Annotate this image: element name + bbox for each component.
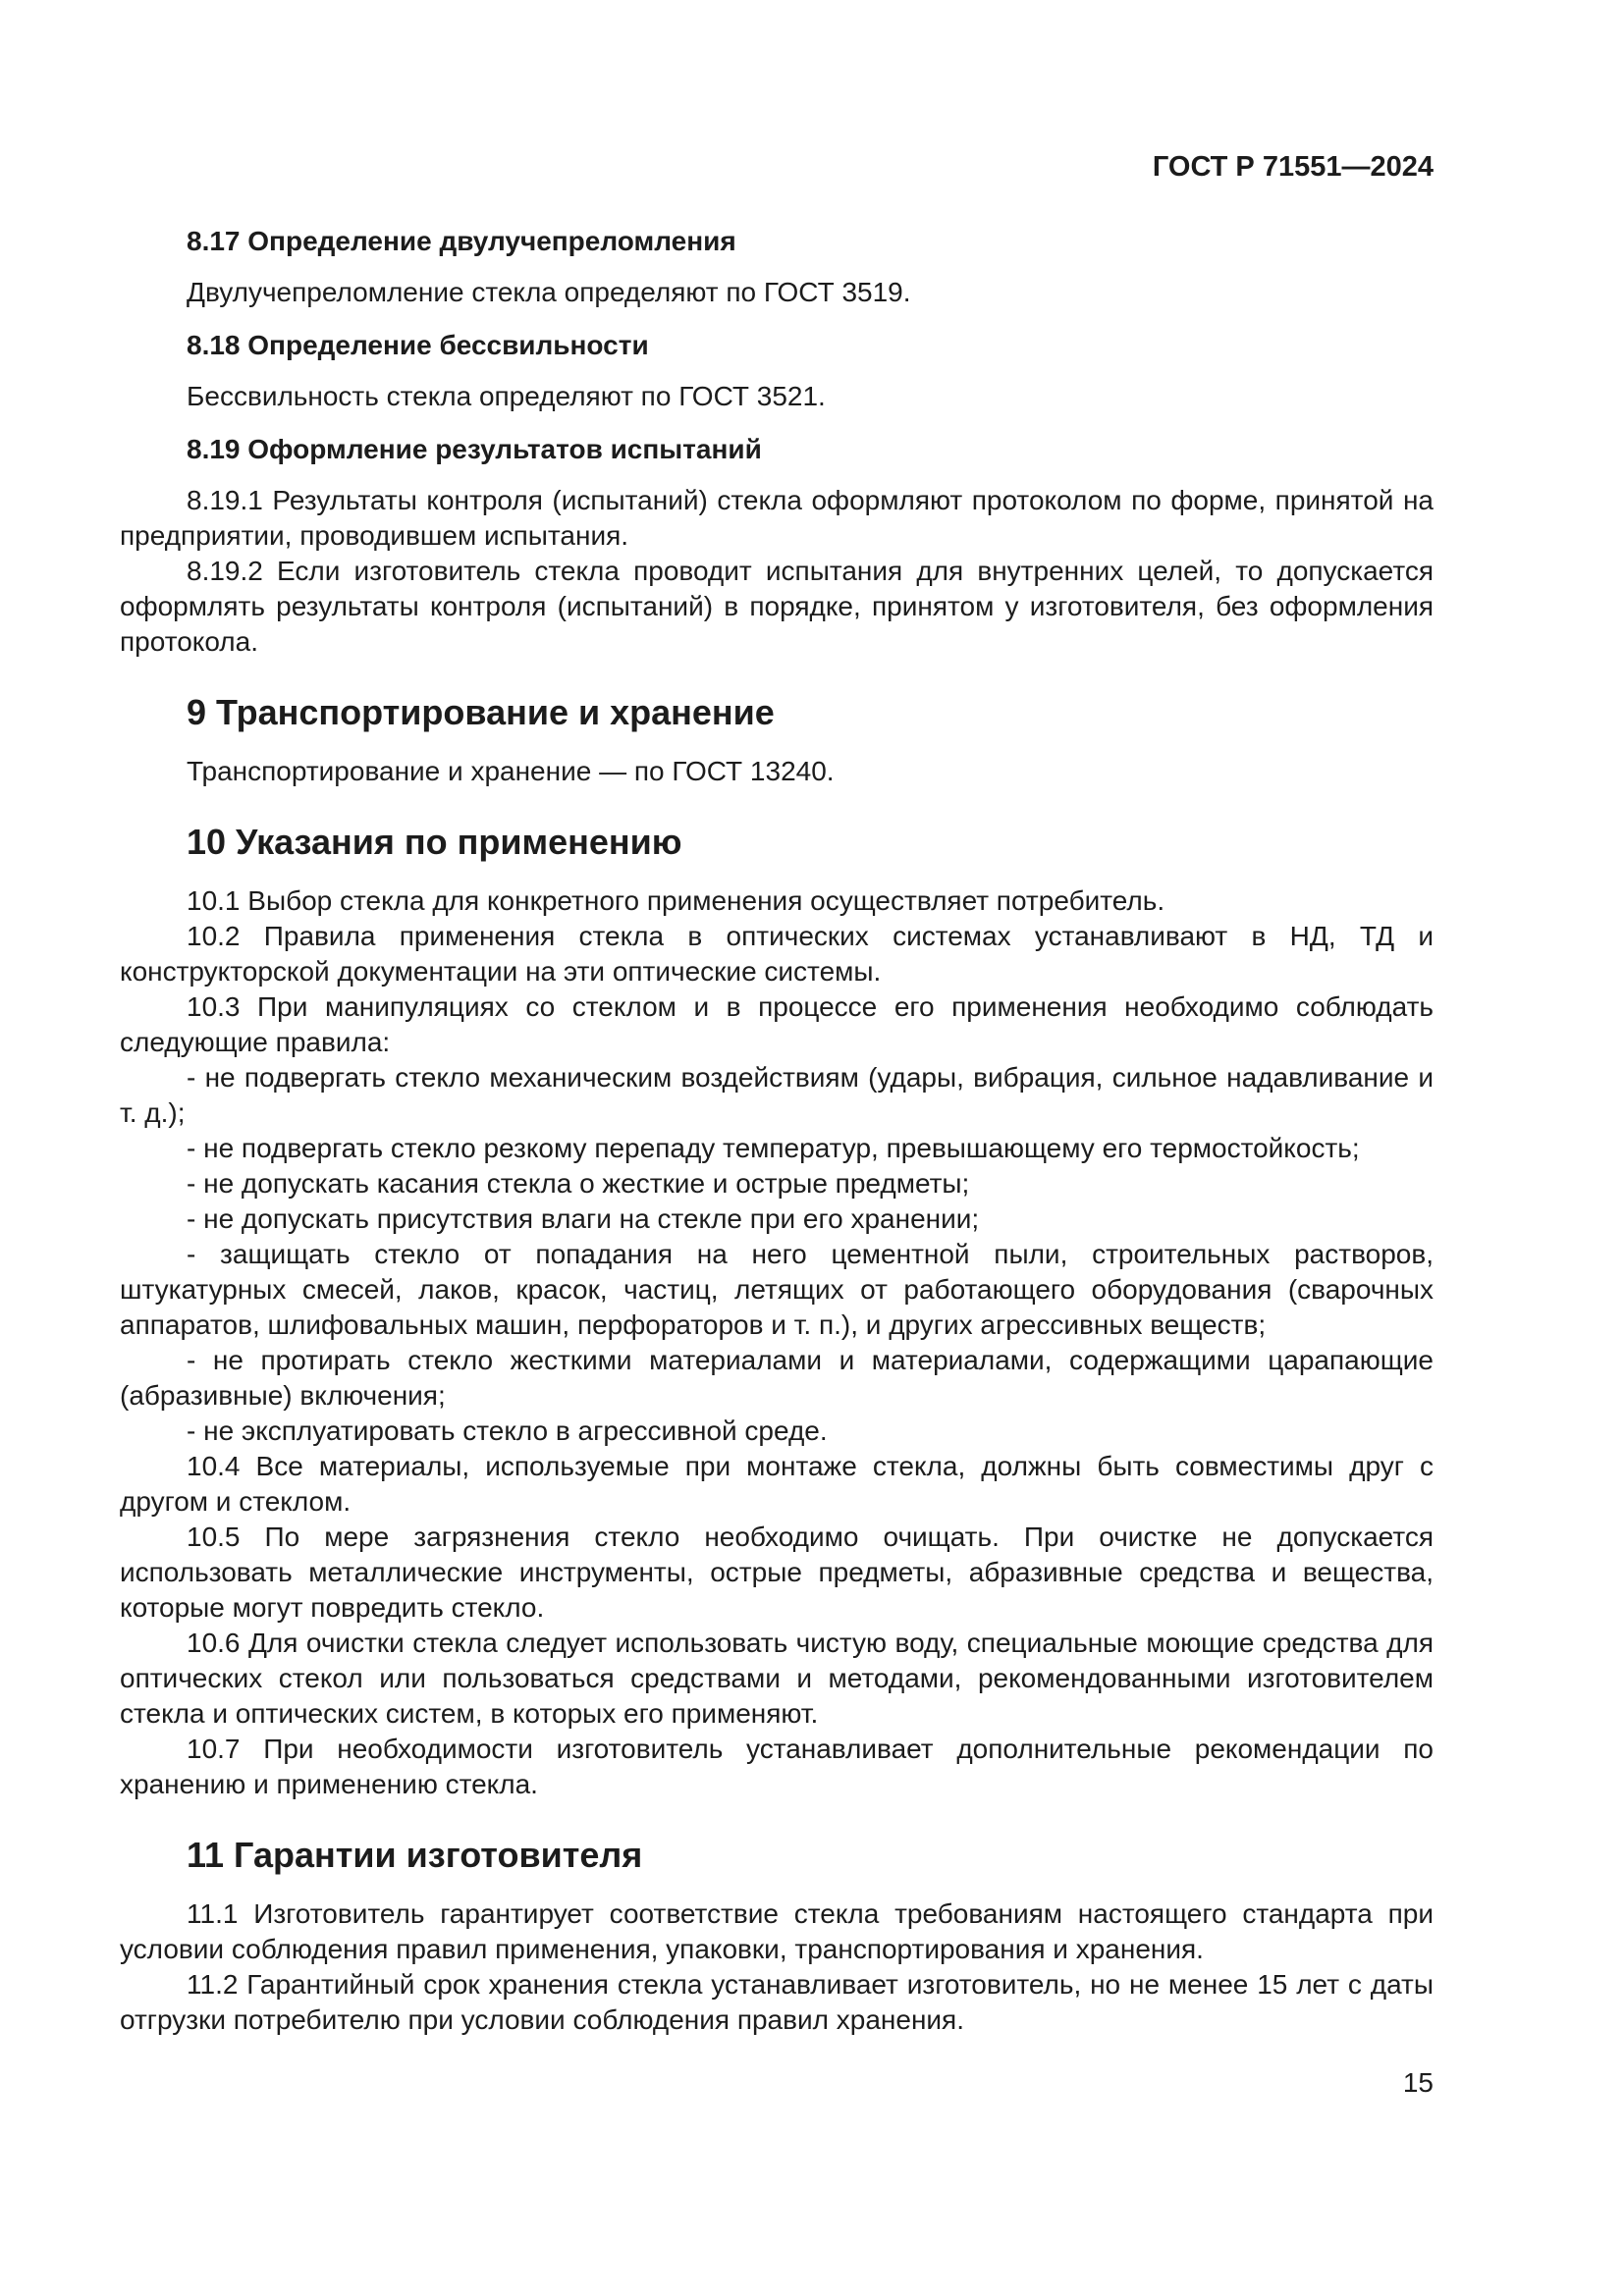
section-heading: 11 Гарантии изготовителя <box>187 1835 643 1875</box>
paragraph: 11.1 Изготовитель гарантирует соответствие стекла требованиям настоящего стандарта при условии соблюдения правил применения, упаковки, транспортирования и хранения. <box>120 1898 1434 1964</box>
list-item: - не подвергать стекло механическим воздействиям (удары, вибрация, сильное надавливание и т. д.); <box>120 1062 1434 1128</box>
paragraph: Транспортирование и хранение — по ГОСТ 13240. <box>187 756 835 786</box>
list-item: - защищать стекло от попадания на него цементной пыли, строительных растворов, штукатурных смесей, лаков, красок, частиц, летящих от работающего оборудования (сварочных аппаратов, шлифовальных машин, перфораторов и т. п.), и других агрессивных веществ; <box>120 1239 1434 1340</box>
list-item: - не протирать стекло жесткими материалами и материалами, содержащими царапающие (абразивные) включения; <box>120 1345 1434 1411</box>
paragraph: 11.2 Гарантийный срок хранения стекла устанавливает изготовитель, но не менее 15 лет с даты отгрузки потребителю при условии соблюдения правил хранения. <box>120 1969 1434 2035</box>
paragraph: Бессвильность стекла определяют по ГОСТ 3521. <box>187 381 826 411</box>
list-item: - не допускать присутствия влаги на стекле при его хранении; <box>187 1203 980 1234</box>
subsection-heading: 8.19 Оформление результатов испытаний <box>187 434 762 464</box>
paragraph: 10.6 Для очистки стекла следует использовать чистую воду, специальные моющие средства для оптических стекол или пользоваться средствами и методами, рекомендованными изготовителем стекла и оптических систем, в которых его применяют. <box>120 1628 1434 1729</box>
list-item: - не допускать касания стекла о жесткие и острые предметы; <box>187 1168 970 1199</box>
paragraph: 10.5 По мере загрязнения стекло необходимо очищать. При очистке не допускается использовать металлические инструменты, острые предметы, абразивные средства и вещества, которые могут повредить стекло. <box>120 1522 1434 1623</box>
subsection-heading: 8.17 Определение двулучепреломления <box>187 226 736 256</box>
section-heading: 9 Транспортирование и хранение <box>187 692 775 732</box>
paragraph: 8.19.1 Результаты контроля (испытаний) стекла оформляют протоколом по форме, принятой на предприятии, проводившем испытания. <box>120 485 1434 551</box>
paragraph: 10.2 Правила применения стекла в оптических системах устанавливают в НД, ТД и конструкторской документации на эти оптические системы. <box>120 921 1434 987</box>
list-item: - не эксплуатировать стекло в агрессивной среде. <box>187 1415 828 1446</box>
paragraph: 10.3 При манипуляциях со стеклом и в процессе его применения необходимо соблюдать следующие правила: <box>120 991 1434 1057</box>
section-heading: 10 Указания по применению <box>187 822 682 862</box>
paragraph: Двулучепреломление стекла определяют по ГОСТ 3519. <box>187 277 911 307</box>
page-number: 15 <box>1402 2067 1434 2098</box>
running-header: ГОСТ Р 71551—2024 <box>1152 151 1434 183</box>
paragraph: 10.1 Выбор стекла для конкретного применения осуществляет потребитель. <box>187 885 1165 916</box>
document-content <box>120 224 1434 2038</box>
list-item: - не подвергать стекло резкому перепаду температур, превышающему его термостойкость; <box>187 1133 1360 1163</box>
subsection-heading: 8.18 Определение бессвильности <box>187 330 649 360</box>
paragraph: 10.7 При необходимости изготовитель устанавливает дополнительные рекомендации по хранению и применению стекла. <box>120 1734 1434 1799</box>
paragraph: 10.4 Все материалы, используемые при монтаже стекла, должны быть совместимы друг с другом и стеклом. <box>120 1451 1434 1517</box>
paragraph: 8.19.2 Если изготовитель стекла проводит испытания для внутренних целей, то допускается оформлять результаты контроля (испытаний) в порядке, принятом у изготовителя, без оформления протокола. <box>120 556 1434 657</box>
